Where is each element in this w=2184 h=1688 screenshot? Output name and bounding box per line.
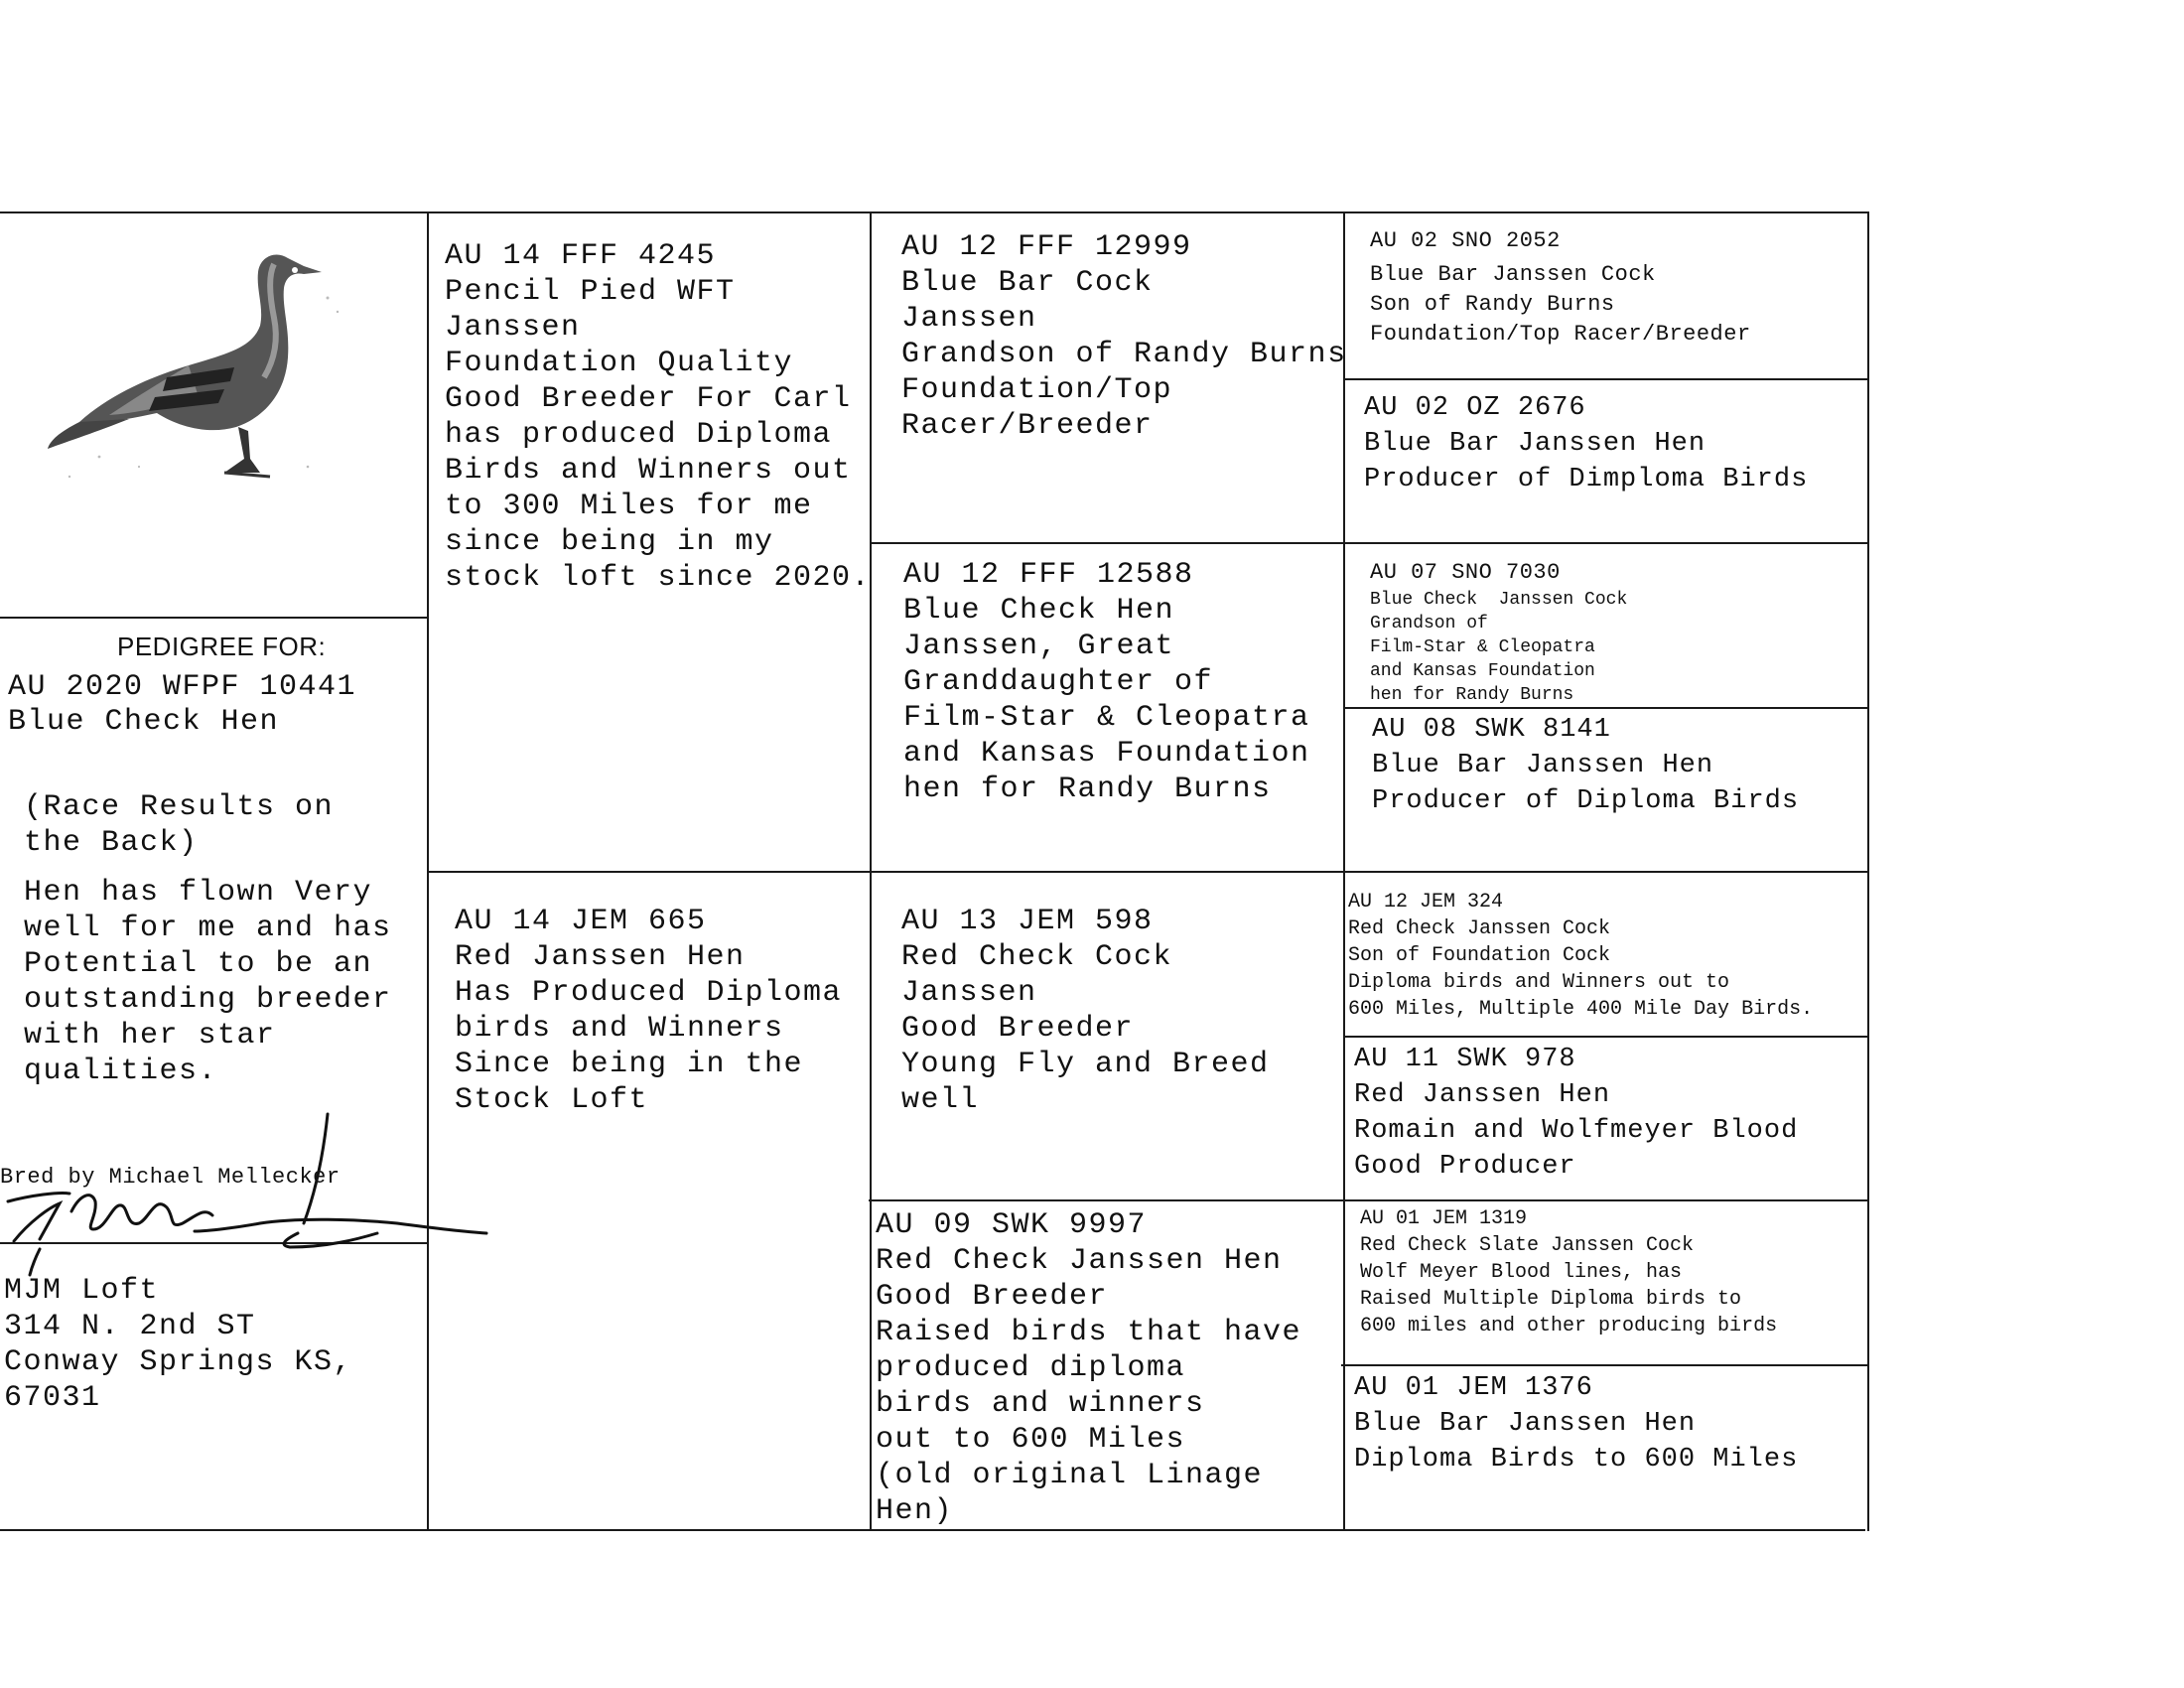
great-grand-sss-details: Blue Bar Janssen Cock Son of Randy Burns Foundation/Top Racer/Breeder (1370, 262, 1751, 347)
grid-line (1345, 378, 1869, 380)
dam-sire-band: AU 13 JEM 598 (901, 905, 1154, 938)
sire-sire-band: AU 12 FFF 12999 (901, 230, 1192, 264)
sire-dam-band: AU 12 FFF 12588 (903, 558, 1194, 592)
sire-band: AU 14 FFF 4245 (445, 239, 717, 273)
grid-line (1345, 707, 1869, 709)
great-grand-sds-band: AU 07 SNO 7030 (1370, 560, 1561, 585)
great-grand-dds-band: AU 01 JEM 1319 (1360, 1207, 1528, 1230)
great-grand-dss-band: AU 12 JEM 324 (1348, 891, 1504, 914)
great-grand-sdd-details: Blue Bar Janssen Hen Producer of Diploma Birds (1372, 751, 1800, 816)
grid-line (871, 542, 1869, 544)
grid-line (1341, 1364, 1867, 1366)
dam-details: Red Janssen Hen Has Produced Diploma birds and Winners Since being in the Stock Loft (455, 940, 843, 1117)
dam-band: AU 14 JEM 665 (455, 905, 707, 938)
loft-address: MJM Loft 314 N. 2nd ST Conway Springs KS, 67031 (4, 1274, 353, 1415)
dam-dam-band: AU 09 SWK 9997 (876, 1208, 1148, 1242)
pigeon-photo (40, 228, 357, 506)
race-results-note: (Race Results on the Back) (24, 790, 335, 860)
grid-line (427, 211, 429, 1531)
pedigree-heading: PEDIGREE FOR: (117, 632, 327, 661)
great-grand-ddd-details: Blue Bar Janssen Hen Diploma Birds to 600 Miles (1354, 1409, 1799, 1475)
grid-line (1343, 1036, 1867, 1038)
bred-by-line: Bred by Michael Mellecker (0, 1165, 341, 1190)
great-grand-sss-band: AU 02 SNO 2052 (1370, 228, 1561, 253)
sire-dam-details: Blue Check Hen Janssen, Great Granddaughter of Film-Star & Cleopatra and Kansas Foundation hen for Randy Burns (903, 594, 1310, 806)
great-grand-dds-details: Red Check Slate Janssen Cock Wolf Meyer Blood lines, has Raised Multiple Diploma birds to 600 miles and other producing birds (1360, 1234, 1778, 1337)
sire-details: Pencil Pied WFT Janssen Foundation Quality Good Breeder For Carl has produced Diploma Birds and Winners out to 300 Miles for me since being in my stock loft since 2020. (445, 275, 872, 595)
dam-sire-details: Red Check Cock Janssen Good Breeder Young Fly and Breed well (901, 940, 1270, 1117)
great-grand-dsd-details: Red Janssen Hen Romain and Wolfmeyer Blood Good Producer (1354, 1080, 1799, 1182)
great-grand-ssd-band: AU 02 OZ 2676 (1364, 393, 1586, 423)
great-grand-ddd-band: AU 01 JEM 1376 (1354, 1373, 1593, 1403)
sire-sire-details: Blue Bar Cock Janssen Grandson of Randy Burns Foundation/Top Racer/Breeder (901, 266, 1347, 443)
great-grand-dss-details: Red Check Janssen Cock Son of Foundation Cock Diploma birds and Winners out to 600 Miles, Multiple 400 Mile Day Birds. (1348, 917, 1814, 1021)
grid-line (428, 871, 1869, 873)
great-grand-sdd-band: AU 08 SWK 8141 (1372, 715, 1611, 745)
subject-description: Blue Check Hen (8, 705, 280, 739)
subject-remarks: Hen has flown Very well for me and has Potential to be an outstanding breeder with her star qualities. (24, 876, 392, 1088)
breeder-signature (0, 1112, 496, 1281)
great-grand-dsd-band: AU 11 SWK 978 (1354, 1045, 1576, 1074)
grid-line (1867, 211, 1869, 1531)
grid-line (0, 211, 1869, 213)
subject-band-number: AU 2020 WFPF 10441 (8, 670, 357, 704)
great-grand-ssd-details: Blue Bar Janssen Hen Producer of Dimploma Birds (1364, 429, 1809, 494)
dam-dam-details: Red Check Janssen Hen Good Breeder Raised birds that have produced diploma birds and winners out to 600 Miles (old original Linage Hen) (876, 1244, 1302, 1528)
grid-line (0, 1529, 1865, 1531)
grid-line (869, 1199, 1867, 1201)
grid-line (0, 617, 429, 619)
great-grand-sds-details: Blue Check Janssen Cock Grandson of Film-Star & Cleopatra and Kansas Foundation hen for Randy Burns (1370, 590, 1628, 705)
